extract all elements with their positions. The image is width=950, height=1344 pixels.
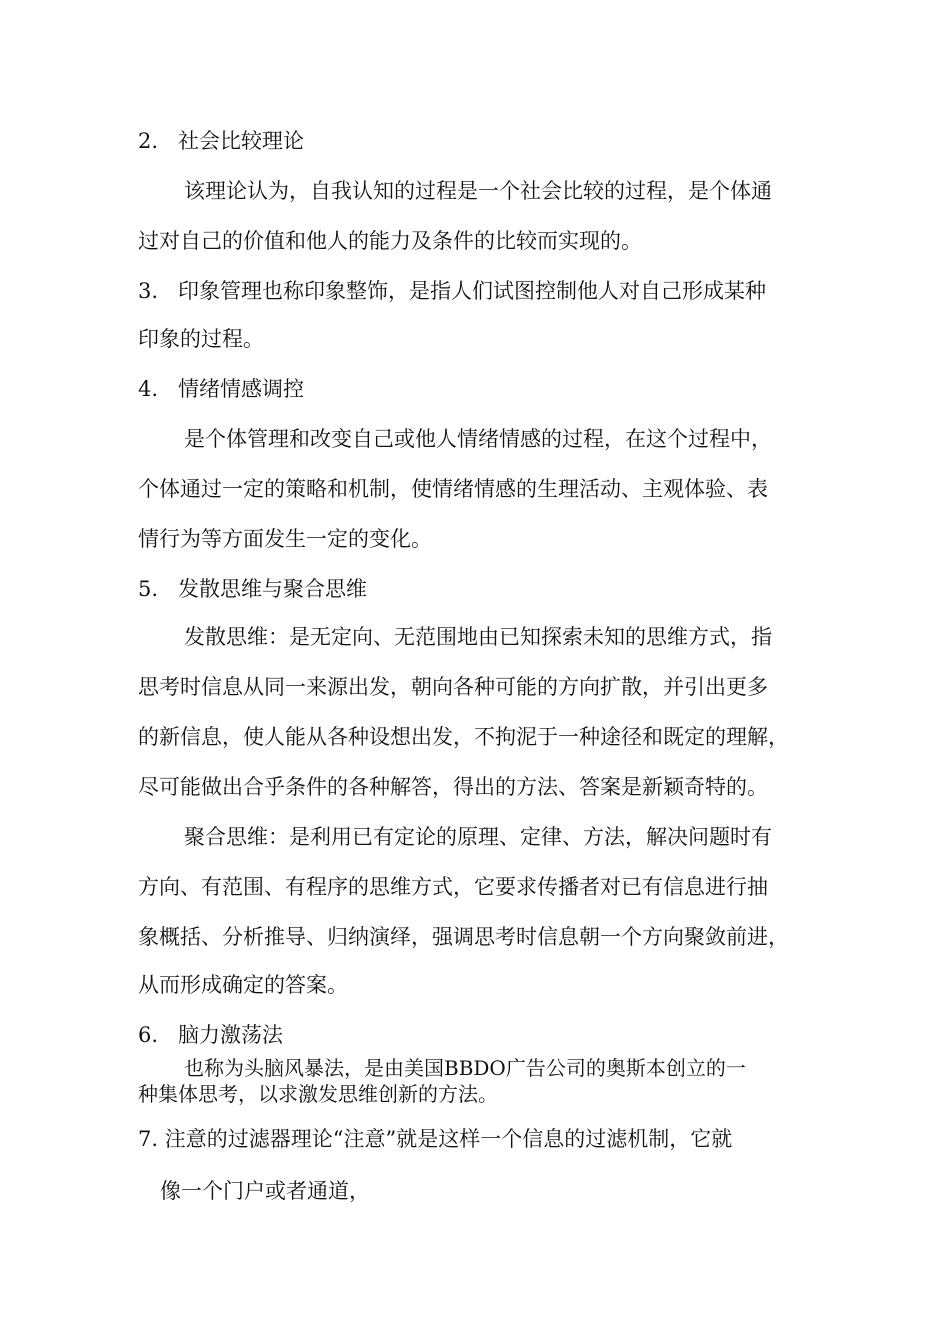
heading-title: 注意的过滤器理论“注意”就是这样一个信息的过滤机制，它就 [164,1127,733,1151]
heading-number: 4. [138,377,159,401]
paragraph-line: 的新信息，使人能从各种设想出发，不拘泥于一种途径和既定的理解， [138,725,789,749]
heading-title: 脑力激荡法 [178,1023,283,1047]
heading-number: 2. [138,129,159,153]
heading-title: 发散思维与聚合思维 [178,577,367,601]
paragraph-line: 发散思维：是无定向、无范围地由已知探索未知的思维方式，指 [184,625,772,649]
paragraph-line: 是个体管理和改变自己或他人情绪情感的过程，在这个过程中， [184,427,772,451]
paragraph-line: 也称为头脑风暴法，是由美国BBDO广告公司的奥斯本创立的一 [184,1056,746,1080]
heading-continuation: 像一个门户或者通道， [160,1179,370,1203]
heading-title: 情绪情感调控 [178,377,304,401]
paragraph-line: 方向、有范围、有程序的思维方式，它要求传播者对已有信息进行抽 [138,875,768,899]
paragraph-line: 尽可能做出合乎条件的各种解答，得出的方法、答案是新颖奇特的。 [138,775,768,799]
heading-4 [138,376,304,402]
paragraph-line: 象概括、分析推导、归纳演绎，强调思考时信息朝一个方向聚敛前进， [138,925,789,949]
heading-number: 5. [138,577,159,601]
heading-number: 7. [138,1127,159,1151]
heading-number: 6. [138,1023,159,1047]
heading-number: 3. [138,279,159,303]
heading-title: 印象管理也称印象整饰，是指人们试图控制他人对自己形成某种 [178,279,766,303]
heading-7 [138,1126,732,1152]
paragraph-line: 聚合思维：是利用已有定论的原理、定律、方法，解决问题时有 [184,825,772,849]
paragraph-line: 情行为等方面发生一定的变化。 [138,527,432,551]
heading-continuation: 印象的过程。 [138,327,264,351]
heading-5 [138,576,367,602]
paragraph-line: 从而形成确定的答案。 [138,973,348,997]
paragraph-line: 思考时信息从同一来源出发，朝向各种可能的方向扩散，并引出更多 [138,675,768,699]
paragraph-line: 过对自己的价值和他人的能力及条件的比较而实现的。 [138,229,642,253]
paragraph-line: 种集体思考，以求激发思维创新的方法。 [138,1082,498,1106]
heading-6 [138,1022,283,1048]
heading-title: 社会比较理论 [178,129,304,153]
heading-3 [138,278,766,304]
heading-2 [138,128,304,154]
paragraph-line: 个体通过一定的策略和机制，使情绪情感的生理活动、主观体验、表 [138,477,768,501]
paragraph-line: 该理论认为，自我认知的过程是一个社会比较的过程，是个体通 [184,179,772,203]
